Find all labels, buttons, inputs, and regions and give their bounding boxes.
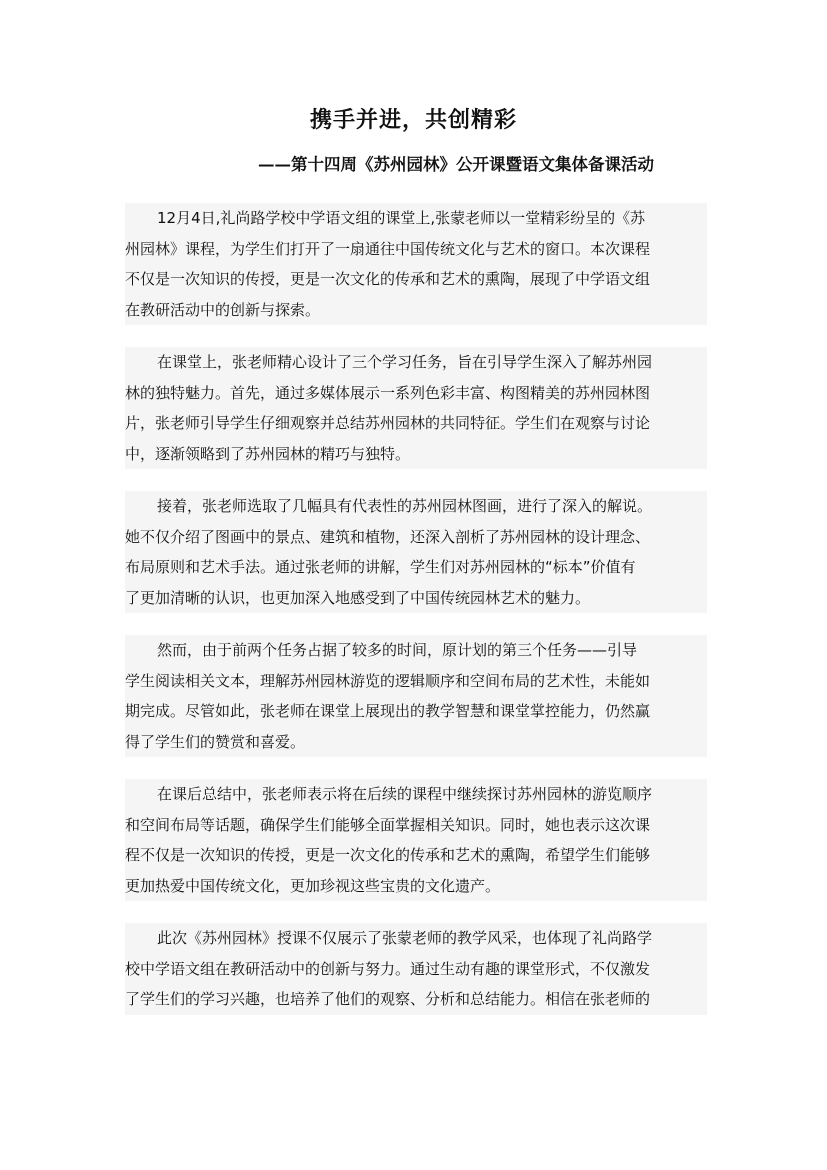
article-subtitle: ——第十四周《苏州园林》公开课暨语文集体备课活动: [258, 155, 654, 174]
paragraph-line: 在课堂上，张老师精心设计了三个学习任务，旨在引导学生深入了解苏州园: [157, 353, 653, 371]
paragraph: [125, 347, 707, 469]
paragraph-line: 然而，由于前两个任务占据了较多的时间，原计划的第三个任务——引导: [157, 641, 638, 659]
paragraph-line: 在课后总结中，张老师表示将在后续的课程中继续探讨苏州园林的游览顺序: [157, 785, 653, 803]
paragraph-line: 此次《苏州园林》授课不仅展示了张蒙老师的教学风采，也体现了礼尚路学: [157, 929, 653, 947]
paragraph-line: 州园林》课程，为学生们打开了一扇通往中国传统文化与艺术的窗口。本次课程: [125, 239, 651, 258]
paragraph-line: 12月4日,礼尚路学校中学语文组的课堂上,张蒙老师以一堂精彩纷呈的《苏: [157, 209, 646, 227]
paragraph-line: 和空间布局等话题，确保学生们能够全面掌握相关知识。同时，她也表示这次课: [125, 815, 651, 834]
paragraph-line: 布局原则和艺术手法。通过张老师的讲解，学生们对苏州园林的“标本”价值有: [125, 558, 636, 576]
paragraph-line: 更加热爱中国传统文化，更加珍视这些宝贵的文化遗产。: [125, 876, 501, 895]
paragraph-line: 了更加清晰的认识，也更加深入地感受到了中国传统园林艺术的魅力。: [125, 588, 591, 607]
paragraph-line: 接着，张老师选取了几幅具有代表性的苏州园林图画，进行了深入的解说。: [157, 497, 653, 515]
article-title: 携手并进，共创精彩: [309, 107, 517, 133]
paragraph-line: 中，逐渐领略到了苏州园林的精巧与独特。: [125, 444, 411, 463]
paragraph-line: 林的独特魅力。首先，通过多媒体展示一系列色彩丰富、构图精美的苏州园林图: [125, 383, 651, 402]
paragraph: [125, 203, 707, 325]
paragraph-line: 她不仅介绍了图画中的景点、建筑和植物，还深入剖析了苏州园林的设计理念、: [125, 527, 651, 546]
article-body: [125, 203, 707, 1037]
paragraph: [125, 635, 707, 757]
paragraph-line: 得了学生们的赞赏和喜爱。: [125, 732, 306, 751]
paragraph-line: 学生阅读相关文本，理解苏州园林游览的逻辑顺序和空间布局的艺术性，未能如: [125, 671, 651, 690]
paragraph: [125, 923, 707, 1015]
paragraph-line: 校中学语文组在教研活动中的创新与努力。通过生动有趣的课堂形式，不仅激发: [125, 959, 651, 978]
paragraph-line: 程不仅是一次知识的传授，更是一次文化的传承和艺术的熏陶，希望学生们能够: [125, 846, 651, 864]
paragraph-line: 了学生们的学习兴趣，也培养了他们的观察、分析和总结能力。相信在张老师的: [125, 990, 651, 1008]
paragraph-line: 在教研活动中的创新与探索。: [125, 300, 321, 319]
paragraph-line: 片，张老师引导学生仔细观察并总结苏州园林的共同特征。学生们在观察与讨论: [125, 414, 651, 432]
paragraph: [125, 779, 707, 901]
paragraph: [125, 491, 707, 613]
paragraph-line: 不仅是一次知识的传授，更是一次文化的传承和艺术的熏陶，展现了中学语文组: [125, 270, 651, 288]
paragraph-line: 期完成。尽管如此，张老师在课堂上展现出的教学智慧和课堂掌控能力，仍然赢: [125, 702, 651, 720]
